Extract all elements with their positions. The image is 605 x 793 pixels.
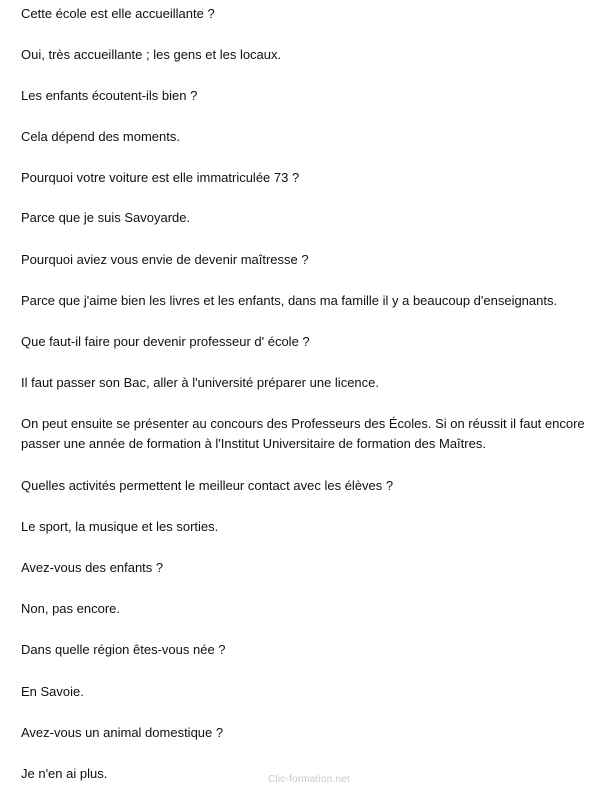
question-text: Dans quelle région êtes-vous née ? xyxy=(21,642,226,657)
watermark: Clic-formation.net xyxy=(268,774,350,785)
answer-text: Oui, très accueillante ; les gens et les locaux. xyxy=(21,47,282,62)
question-text: Pourquoi aviez vous envie de devenir maîtresse ? xyxy=(21,252,309,267)
answer-text: Cela dépend des moments. xyxy=(21,129,180,144)
answer-text: Non, pas encore. xyxy=(21,601,121,616)
question-text: Avez-vous un animal domestique ? xyxy=(21,725,224,740)
answer-text: Parce que j'aime bien les livres et les enfants, dans ma famille il y a beaucoup d'enseignants. xyxy=(21,293,558,308)
answer-text: Je n'en ai plus. xyxy=(21,766,108,781)
question-text: Quelles activités permettent le meilleur contact avec les élèves ? xyxy=(21,478,394,493)
question-text: Les enfants écoutent-ils bien ? xyxy=(21,88,198,103)
answer-paragraph: On peut ensuite se présenter au concours des Professeurs des Écoles. Si on réussit il faut encore passer une année de formation à l'Institut Universitaire de formation des Maîtres. xyxy=(21,416,585,451)
question-text: Pourquoi votre voiture est elle immatriculée 73 ? xyxy=(21,170,300,185)
answer-text: Le sport, la musique et les sorties. xyxy=(21,519,219,534)
question-text: Cette école est elle accueillante ? xyxy=(21,6,215,21)
question-text: Avez-vous des enfants ? xyxy=(21,560,164,575)
question-text: Que faut-il faire pour devenir professeur d' école ? xyxy=(21,334,310,349)
answer-text: Parce que je suis Savoyarde. xyxy=(21,210,191,225)
answer-text: Il faut passer son Bac, aller à l'université préparer une licence. xyxy=(21,375,380,390)
answer-text: En Savoie. xyxy=(21,684,84,699)
